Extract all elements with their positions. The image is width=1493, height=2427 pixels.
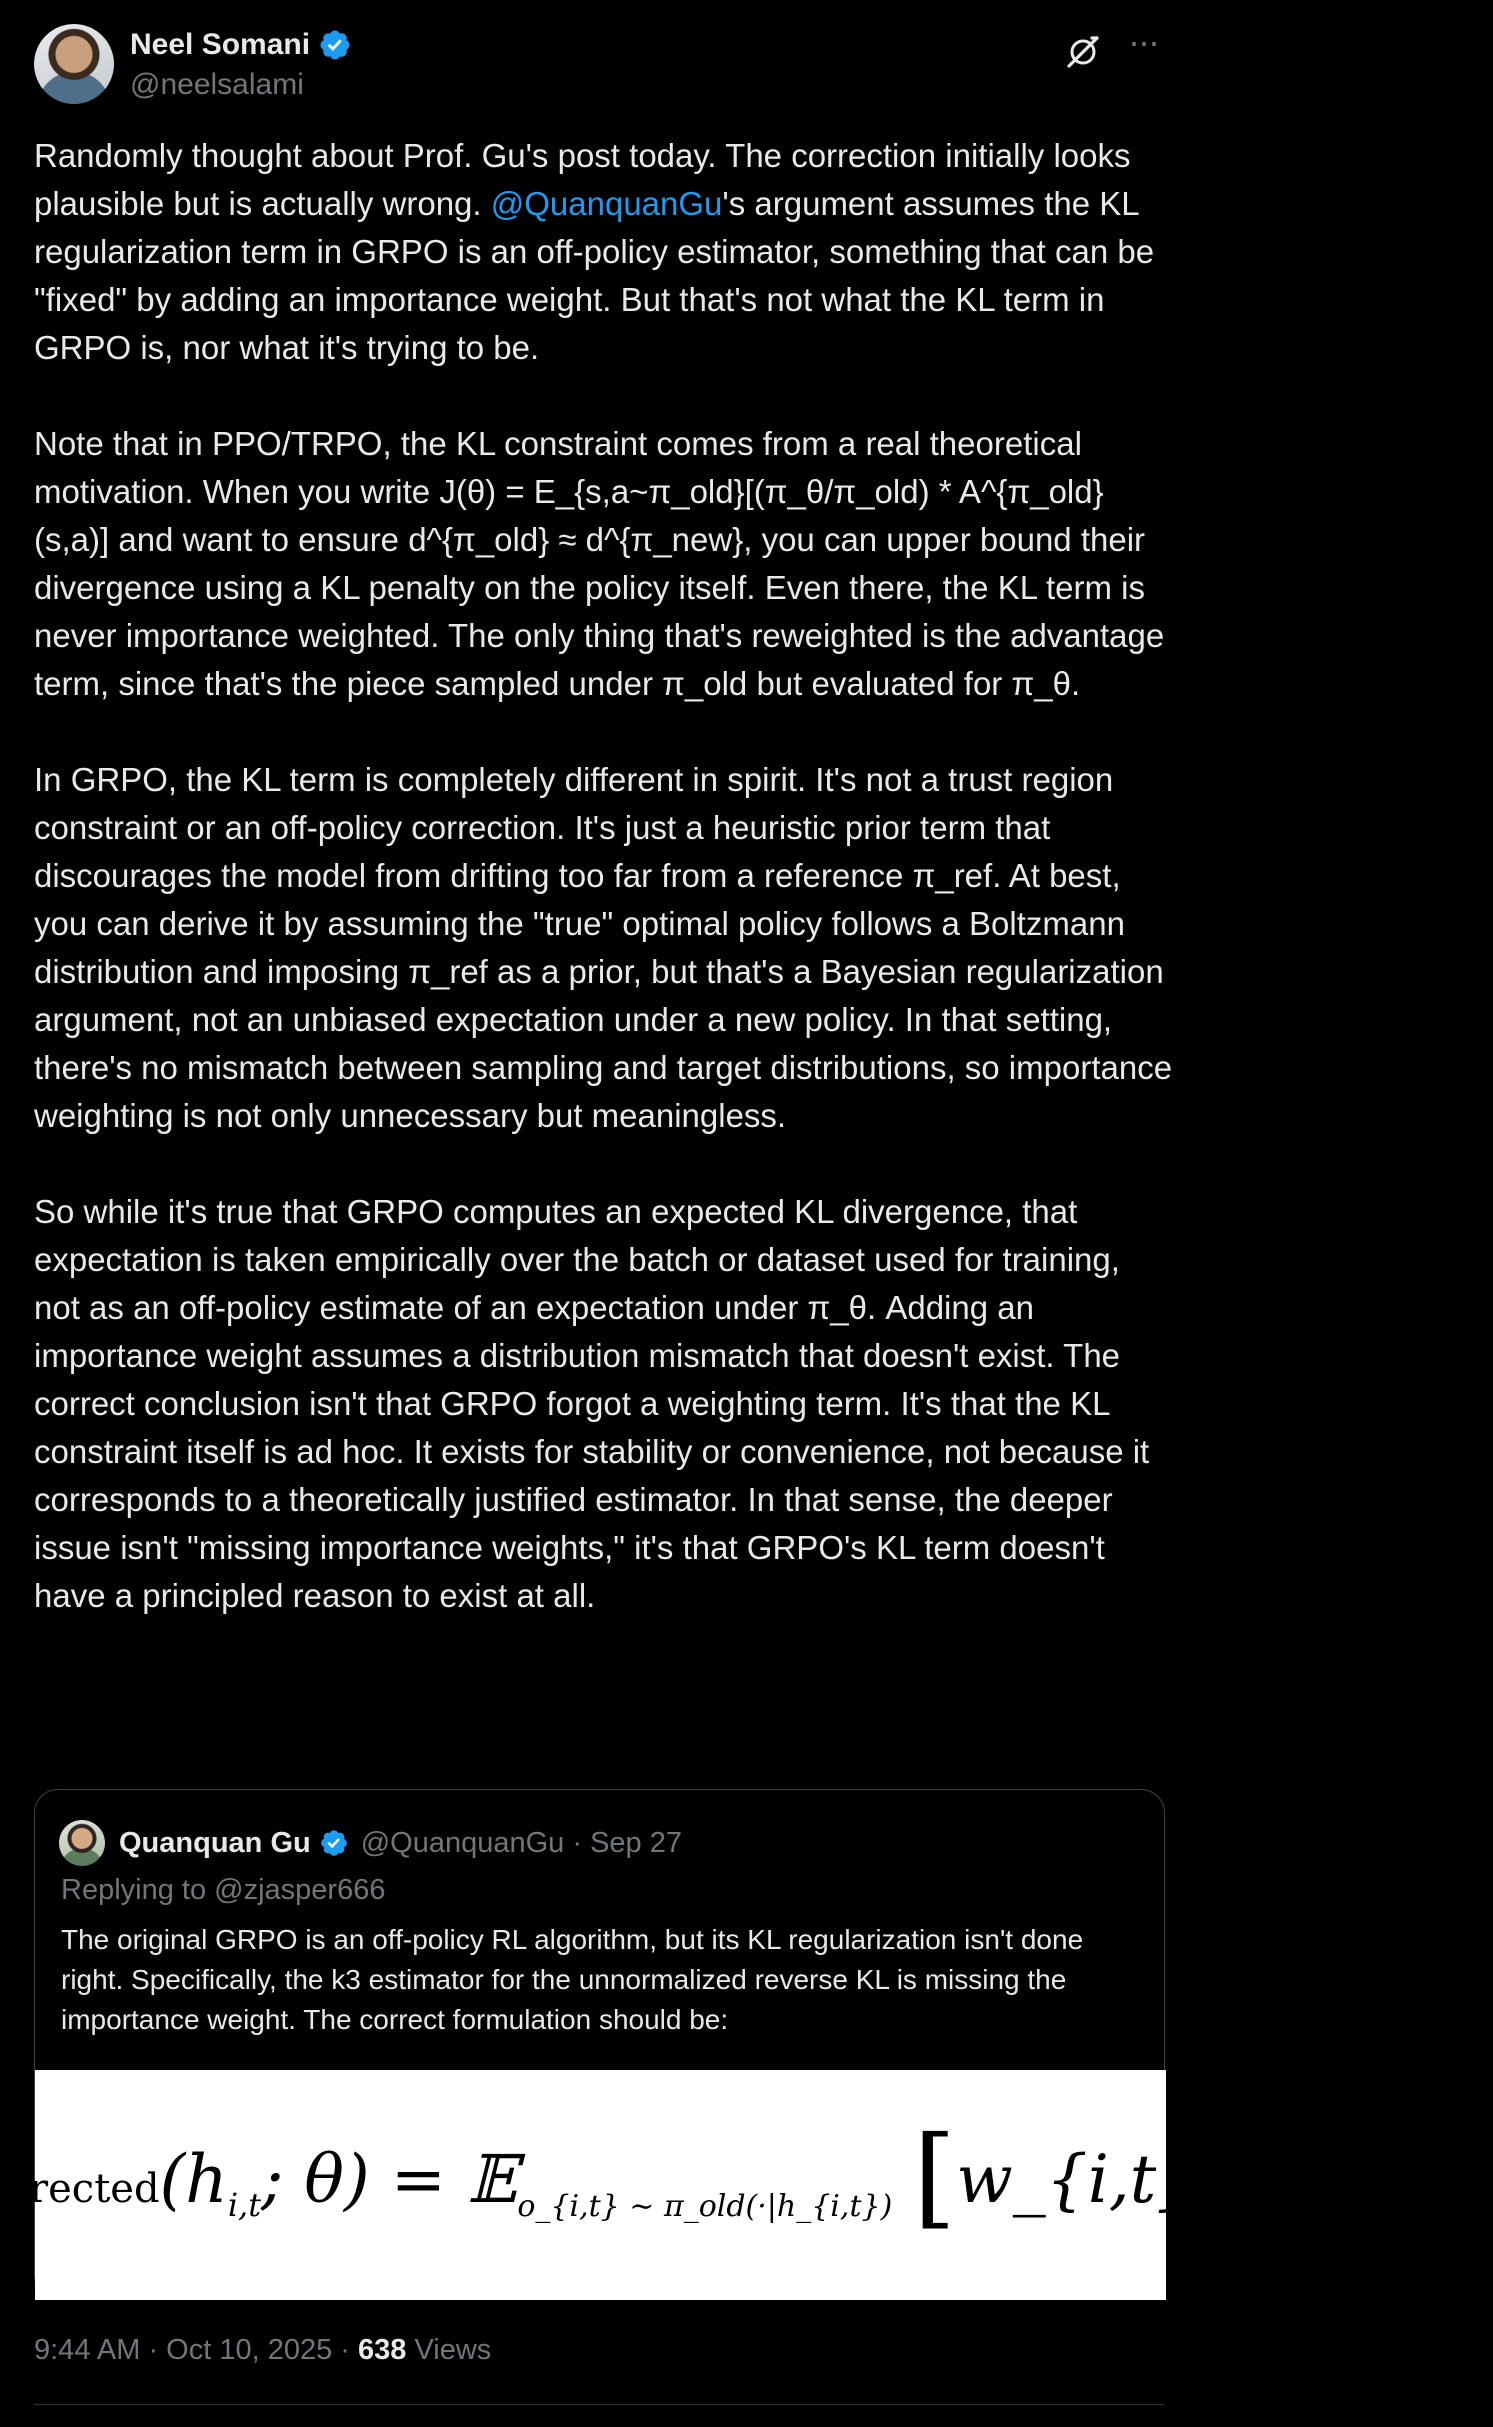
mention-link[interactable]: @QuanquanGu xyxy=(490,185,723,222)
quoted-author-name[interactable]: Quanquan Gu xyxy=(119,1826,311,1859)
author-handle[interactable]: @neelsalami xyxy=(130,68,304,101)
quoted-tweet[interactable] xyxy=(29,1789,1493,2299)
tweet-paragraph-1: Randomly thought about Prof. Gu's post today. The correction initially looks plausible but is actually wrong. @QuanquanGu's argument assumes the KL regularization term in GRPO is an off-policy estimator, something that can be "fixed" by adding an importance weight. But that's not what the KL term in GRPO is, nor what it's trying to be. xyxy=(34,137,1155,366)
quoted-formula-image[interactable] xyxy=(29,2070,1493,2300)
formula: $rected(h_{i,t}$; θ) = 𝔼$_{o\_\{i,t\} \sim \pi\_old(\cdot|h\_\{i,t\})}$ [w_{i,t} $k_3$ ( π_ref π_θ( xyxy=(29,2106,1493,2245)
quoted-tweet-header xyxy=(59,1820,682,1866)
grok-icon[interactable] xyxy=(1063,32,1103,72)
author-name[interactable]: Neel Somani xyxy=(130,28,311,61)
quoted-handle-date: @QuanquanGu · Sep 27 xyxy=(360,1826,682,1859)
author-name-line xyxy=(130,28,352,62)
tweet-paragraph-3: In GRPO, the KL term is completely different in spirit. It's not a trust region constraint or an off-policy correction. It's just a heuristic prior term that discourages the model from drifting too far from a reference π_ref. At best, you can derive it by assuming the "true" optimal policy follows a Boltzmann distribution and imposing π_ref as a prior, but that's a Bayesian regularization argument, not an unbiased expectation under a new policy. In that setting, there's no mismatch between sampling and target distributions, so importance weighting is not only unnecessary but meaningless. xyxy=(34,761,1173,1134)
author-avatar[interactable] xyxy=(34,24,114,104)
divider xyxy=(34,2404,1165,2405)
quoted-tweet-text: The original GRPO is an off-policy RL algorithm, but its KL regularization isn't done right. Specifically, the k3 estimator for the unnormalized reverse KL is missing the importance weight. The correct formulation should be: xyxy=(61,1924,1084,2035)
tweet-body xyxy=(34,132,1174,1620)
views-count: 638 xyxy=(358,2334,407,2366)
tweet-header xyxy=(34,21,1165,108)
more-icon[interactable]: ··· xyxy=(1128,21,1158,62)
tweet-meta xyxy=(34,2334,491,2367)
verified-badge-icon xyxy=(319,1828,349,1858)
timestamp[interactable]: 9:44 AM · Oct 10, 2025 · xyxy=(34,2334,358,2366)
replying-to: Replying to @zjasper666 xyxy=(61,1874,386,1906)
views-label: Views xyxy=(406,2334,492,2366)
tweet-paragraph-2: Note that in PPO/TRPO, the KL constraint comes from a real theoretical motivation. When you write J(θ) = E_{s,a~π_old}[(π_θ/π_old) * A^{π_old}(s,a)] and want to ensure d^{π_old} ≈ d^{π_new}, you can upper bound their divergence using a KL penalty on the policy itself. Even there, the KL term is never importance weighted. The only thing that's reweighted is the advantage term, since that's the piece sampled under π_old but evaluated for π_θ. xyxy=(34,425,1165,702)
quoted-author-avatar[interactable] xyxy=(59,1820,105,1866)
verified-badge-icon xyxy=(318,28,352,62)
tweet-paragraph-4: So while it's true that GRPO computes an expected KL divergence, that expectation is taken empirically over the batch or dataset used for training, not as an off-policy estimate of an expectation under π_θ. Adding an importance weight assumes a distribution mismatch that doesn't exist. The correct conclusion isn't that GRPO forgot a weighting term. It's that the KL constraint itself is ad hoc. It exists for stability or convenience, not because it corresponds to a theoretically justified estimator. In that sense, the deeper issue isn't "missing importance weights," it's that GRPO's KL term doesn't have a principled reason to exist at all. xyxy=(34,1193,1150,1614)
